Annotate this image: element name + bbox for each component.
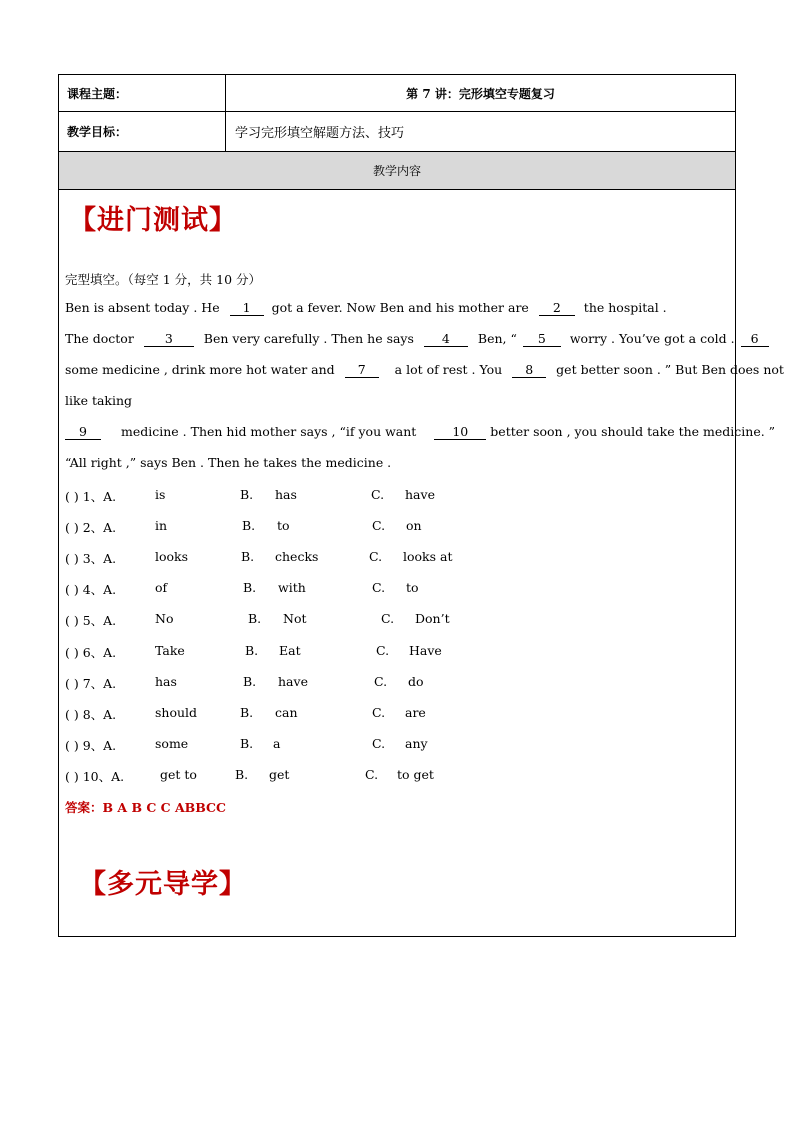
- question-number: ( ) 7、A.: [65, 676, 117, 691]
- blank-1: 1: [230, 301, 264, 316]
- passage-text: The doctor: [65, 331, 134, 346]
- question-number: ( ) 4、A.: [65, 582, 117, 597]
- passage-text: Ben is absent today . He: [65, 300, 220, 315]
- option-c-label: C.: [372, 705, 386, 720]
- option-b: have: [278, 674, 308, 689]
- option-b-label: B.: [242, 518, 256, 533]
- option-c-label: C.: [372, 518, 386, 533]
- option-a: has: [155, 674, 177, 689]
- option-c-label: C.: [372, 736, 386, 751]
- option-a: No: [155, 611, 174, 626]
- passage-text: some medicine , drink more hot water and: [65, 362, 335, 377]
- question-number: ( ) 8、A.: [65, 707, 117, 722]
- passage-text: the hospital .: [583, 300, 667, 315]
- option-c-label: C.: [376, 643, 390, 658]
- blank-6: 6: [741, 332, 769, 347]
- option-row-7: [65, 674, 665, 692]
- passage-line-5: [65, 424, 775, 440]
- option-c-label: C.: [365, 767, 379, 782]
- section-title-guided-learning: 【多元导学】: [79, 869, 247, 900]
- option-row-4: [65, 580, 665, 598]
- option-a: in: [155, 518, 168, 533]
- option-c: Have: [409, 643, 442, 658]
- option-b: can: [275, 705, 298, 720]
- option-b: get: [269, 767, 290, 782]
- option-b: to: [277, 518, 290, 533]
- goal-label: 教学目标：: [59, 112, 226, 152]
- option-c-label: C.: [371, 487, 385, 502]
- option-row-10: [65, 767, 665, 785]
- goal-value: 学习完形填空解题方法、技巧: [226, 112, 736, 152]
- blank-5: 5: [523, 332, 561, 347]
- option-c: to: [406, 580, 419, 595]
- blank-4: 4: [424, 332, 468, 347]
- option-c: looks at: [403, 549, 453, 564]
- option-b-label: B.: [240, 705, 254, 720]
- option-b-label: B.: [245, 643, 259, 658]
- question-number: ( ) 3、A.: [65, 551, 117, 566]
- option-a: of: [155, 580, 168, 595]
- option-a: Take: [155, 643, 185, 658]
- question-number: ( ) 9、A.: [65, 738, 117, 753]
- option-b-label: B.: [248, 611, 262, 626]
- option-row-1: [65, 487, 665, 505]
- option-a: should: [155, 705, 198, 720]
- option-b: has: [275, 487, 297, 502]
- option-b: checks: [275, 549, 319, 564]
- option-row-9: [65, 736, 665, 754]
- question-number: ( ) 2、A.: [65, 520, 117, 535]
- option-b-label: B.: [235, 767, 249, 782]
- passage-line-3: [65, 362, 784, 378]
- section-title-entry-test: 【进门测试】: [69, 205, 237, 236]
- passage-text: Ben, “: [477, 331, 517, 346]
- option-b: Not: [283, 611, 307, 626]
- blank-2: 2: [539, 301, 575, 316]
- option-row-8: [65, 705, 665, 723]
- answer-key: 答案：B A B C C ABBCC: [65, 800, 226, 815]
- passage-text: a lot of rest . You: [394, 362, 503, 377]
- instruction: 完型填空。（每空 1 分，共 10 分）: [65, 272, 262, 287]
- option-row-6: [65, 643, 665, 661]
- option-c-label: C.: [369, 549, 383, 564]
- option-c: any: [405, 736, 428, 751]
- passage-text: medicine . Then hid mother says , “if you want: [120, 424, 417, 439]
- option-c: on: [406, 518, 422, 533]
- option-b-label: B.: [240, 736, 254, 751]
- option-c: Don’t: [415, 611, 450, 626]
- passage-line-1: [65, 300, 667, 316]
- option-b-label: B.: [243, 580, 257, 595]
- topic-label: 课程主题：: [59, 75, 226, 112]
- option-c-label: C.: [381, 611, 395, 626]
- blank-8: 8: [512, 363, 546, 378]
- passage-line-4: like taking: [65, 393, 133, 408]
- option-a: some: [155, 736, 189, 751]
- lesson-table: [58, 74, 784, 937]
- content-header: 教学内容: [59, 152, 736, 190]
- option-c: do: [408, 674, 424, 689]
- option-b-label: B.: [241, 549, 255, 564]
- passage-text: get better soon . ” But Ben does not: [556, 362, 784, 377]
- content-body: [59, 190, 784, 937]
- passage-text: worry . You’ve got a cold .: [569, 331, 735, 346]
- option-b: with: [278, 580, 306, 595]
- option-c: are: [405, 705, 426, 720]
- question-number: ( ) 10、A.: [65, 769, 125, 784]
- blank-7: 7: [345, 363, 379, 378]
- option-b: Eat: [279, 643, 301, 658]
- option-c-label: C.: [372, 580, 386, 595]
- blank-9: 9: [65, 425, 101, 440]
- option-a: is: [155, 487, 166, 502]
- question-number: ( ) 6、A.: [65, 645, 117, 660]
- blank-3: 3: [144, 332, 194, 347]
- question-number: ( ) 1、A.: [65, 489, 117, 504]
- option-row-5: [65, 611, 665, 629]
- option-a: looks: [155, 549, 189, 564]
- option-b-label: B.: [240, 487, 254, 502]
- question-number: ( ) 5、A.: [65, 613, 117, 628]
- option-a: get to: [160, 767, 197, 782]
- passage-text: Ben very carefully . Then he says: [203, 331, 414, 346]
- blank-10: 10: [434, 425, 486, 440]
- option-row-2: [65, 518, 665, 536]
- passage-text: got a fever. Now Ben and his mother are: [271, 300, 529, 315]
- option-c-label: C.: [374, 674, 388, 689]
- topic-value: 第 7 讲：完形填空专题复习: [226, 75, 736, 112]
- option-b: a: [273, 736, 281, 751]
- option-c: have: [405, 487, 435, 502]
- option-b-label: B.: [243, 674, 257, 689]
- passage-line-6: “All right ,” says Ben . Then he takes the medicine .: [65, 455, 392, 470]
- option-c: to get: [397, 767, 434, 782]
- passage-text: better soon , you should take the medicine. ”: [490, 424, 776, 439]
- option-row-3: [65, 549, 665, 567]
- passage-line-2: [65, 331, 769, 347]
